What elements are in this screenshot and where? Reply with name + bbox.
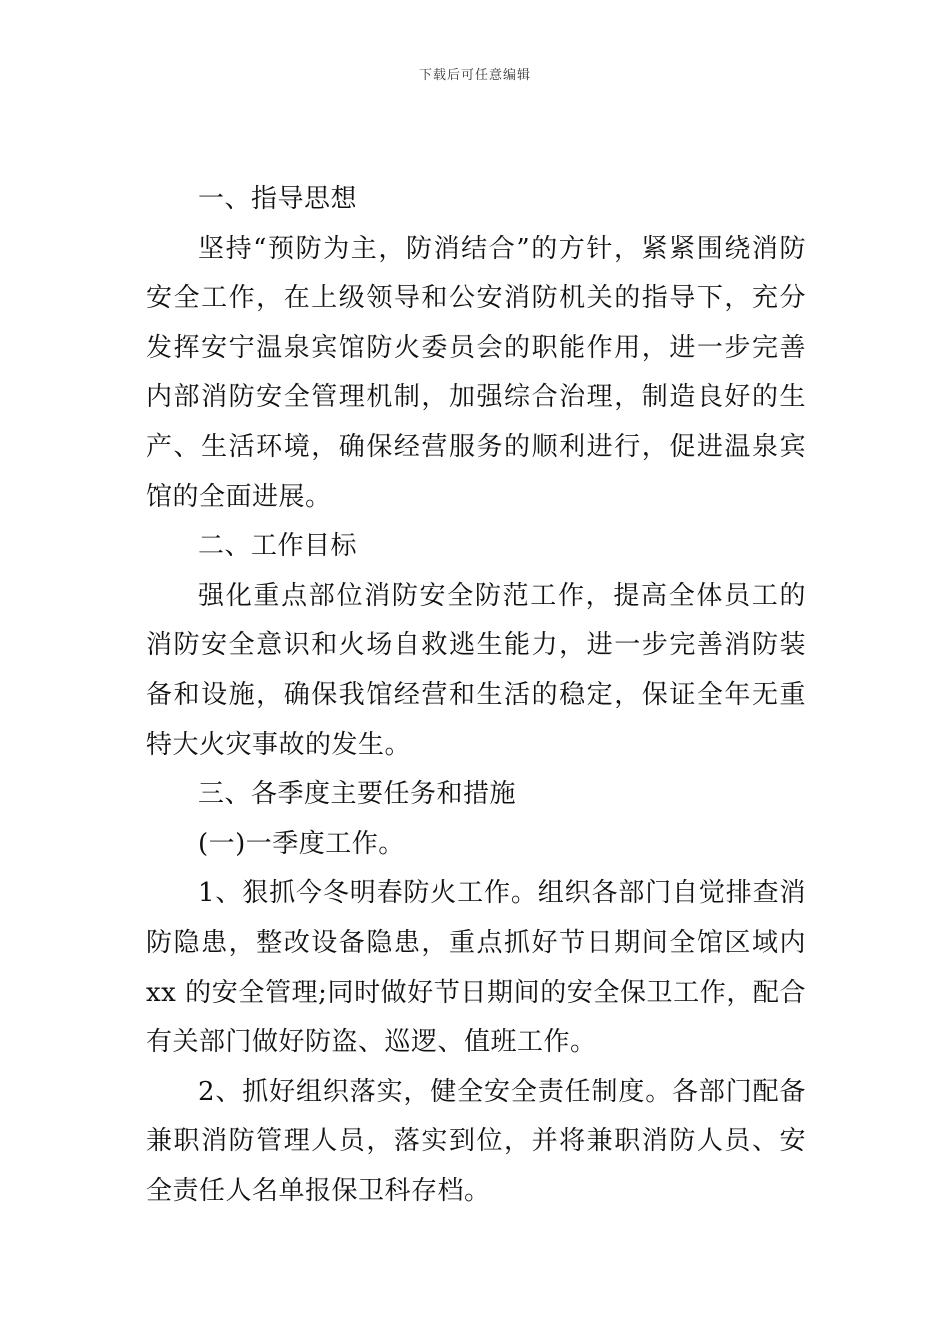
section-heading-quarterly-tasks: 三、各季度主要任务和措施 (198, 779, 517, 810)
list-item-2: 2、抓好组织落实，健全安全责任制度。各部门配备兼职消防管理人员，落实到位，并将兼职消防人员、安全责任人名单报保卫科存档。 (146, 1076, 806, 1206)
paragraph-work-goals: 强化重点部位消防安全防范工作，提高全体员工的消防安全意识和火场自救逃生能力，进一步完善消防装备和设施，确保我馆经营和生活的稳定，保证全年无重特大火灾事故的发生。 (146, 580, 806, 760)
page-header: 下载后可任意编辑 (418, 68, 531, 83)
document-body (146, 175, 806, 1216)
list-item-1: 1、狠抓今冬明春防火工作。组织各部门自觉排查消防隐患，整改设备隐患，重点抓好节日期间全馆区域内 xx 的安全管理;同时做好节日期间的安全保卫工作，配合有关部门做好防盗、巡逻、值班工作。 (146, 878, 806, 1058)
paragraph-guiding-ideology: 坚持“预防为主，防消结合”的方针，紧紧围绕消防安全工作，在上级领导和公安消防机关的指导下，充分发挥安宁温泉宾馆防火委员会的职能作用，进一步完善内部消防安全管理机制，加强综合治理，制造良好的生产、生活环境，确保经营服务的顺利进行，促进温泉宾馆的全面进展。 (146, 233, 806, 512)
section-heading-guiding-ideology: 一、指导思想 (198, 184, 358, 214)
section-heading-work-goals: 二、工作目标 (198, 531, 358, 562)
subsection-heading-first-quarter: (一)一季度工作。 (198, 828, 405, 859)
